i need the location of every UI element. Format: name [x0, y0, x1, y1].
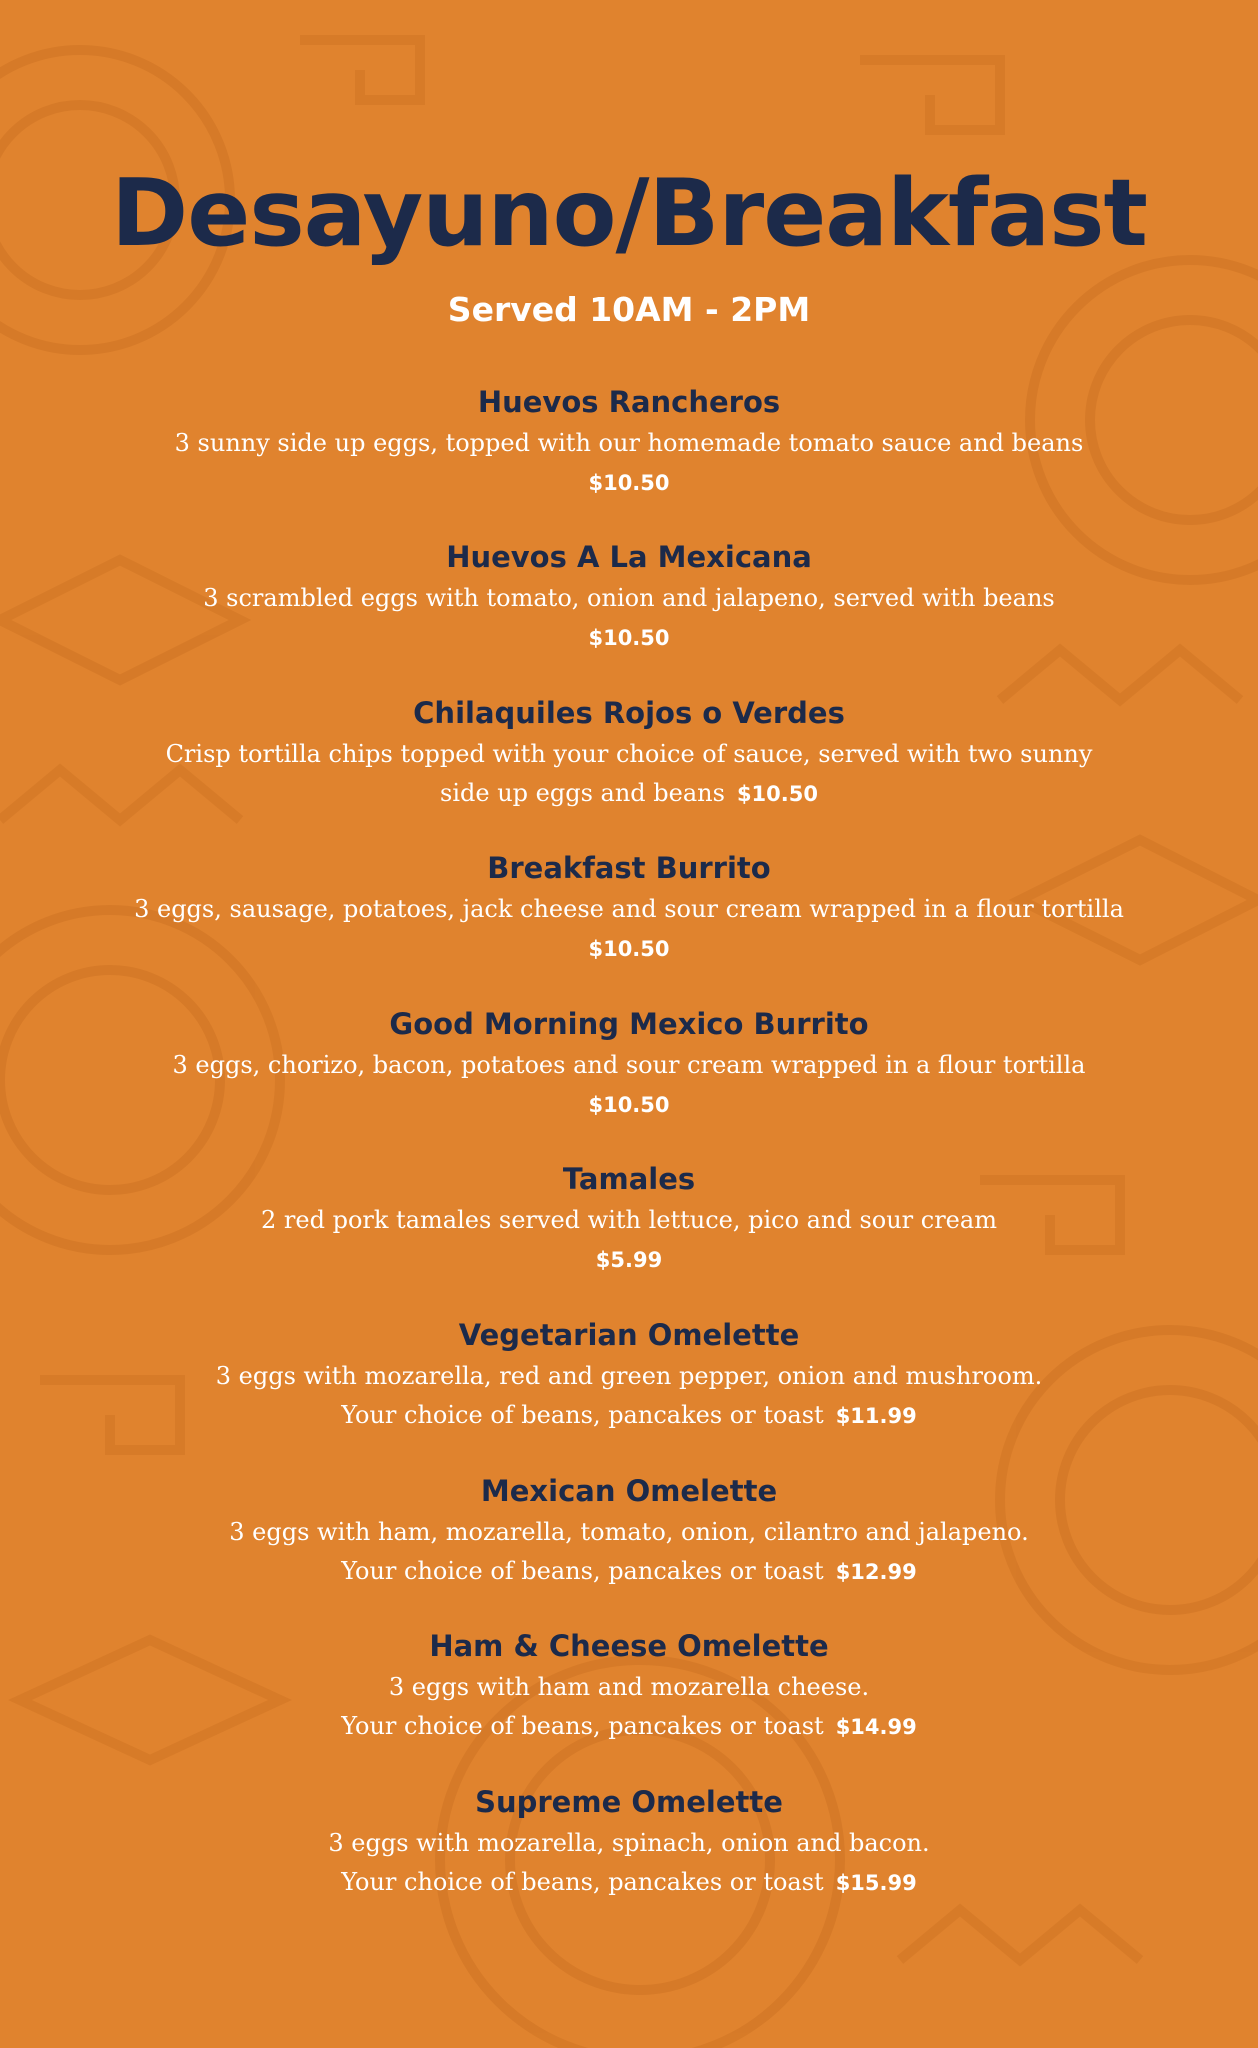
- description-line: Your choice of beans, pancakes or toast: [341, 1868, 824, 1896]
- menu-title: Desayuno/Breakfast: [111, 159, 1147, 267]
- item-description: [100, 1513, 1158, 1592]
- menu-item-mexican-omelette: [100, 1469, 1158, 1592]
- description-line: Your choice of beans, pancakes or toast: [341, 1401, 824, 1429]
- menu-item-huevos-a-la-mexicana: [100, 535, 1158, 657]
- menu-item-vegetarian-omelette: [100, 1313, 1158, 1436]
- menu-item-ham-cheese-omelette: [100, 1624, 1158, 1747]
- item-description: [100, 1201, 1158, 1279]
- item-name: Mexican Omelette: [480, 1474, 778, 1508]
- item-price: $10.50: [736, 782, 818, 806]
- menu-item-tamales: [100, 1157, 1158, 1279]
- item-name: Huevos Rancheros: [477, 385, 781, 419]
- item-name: Vegetarian Omelette: [458, 1318, 800, 1352]
- item-price: $10.50: [588, 626, 670, 650]
- item-name: Huevos A La Mexicana: [446, 540, 812, 574]
- item-description: [100, 890, 1158, 968]
- description-line: 3 eggs with ham and mozarella cheese.: [388, 1673, 870, 1701]
- description-line: 3 eggs with mozarella, red and green pepper, onion and mushroom.: [215, 1362, 1043, 1390]
- description-line: 2 red pork tamales served with lettuce, pico and sour cream: [261, 1206, 997, 1234]
- description-line: Your choice of beans, pancakes or toast: [341, 1712, 824, 1740]
- menu-item-good-morning-mexico-burrito: [100, 1002, 1158, 1124]
- item-description: [100, 1668, 1158, 1747]
- item-price: $15.99: [835, 1871, 917, 1895]
- description-line: 3 eggs with mozarella, spinach, onion and bacon.: [328, 1829, 930, 1857]
- item-description: [100, 1824, 1158, 1903]
- item-name: Breakfast Burrito: [487, 851, 771, 885]
- description-line: side up eggs and beans: [440, 779, 725, 807]
- item-price: $11.99: [835, 1404, 917, 1428]
- item-description: [100, 579, 1158, 657]
- item-price: $5.99: [595, 1248, 663, 1272]
- item-name: Chilaquiles Rojos o Verdes: [413, 696, 845, 730]
- item-name: Ham & Cheese Omelette: [429, 1629, 829, 1663]
- description-line: 3 eggs, chorizo, bacon, potatoes and sour cream wrapped in a flour tortilla: [172, 1051, 1086, 1079]
- serving-hours: Served 10AM - 2PM: [447, 290, 811, 329]
- item-price: $10.50: [588, 1093, 670, 1117]
- description-line: 3 sunny side up eggs, topped with our homemade tomato sauce and beans: [174, 429, 1084, 457]
- item-price: $14.99: [835, 1715, 917, 1739]
- description-line: 3 scrambled eggs with tomato, onion and jalapeno, served with beans: [203, 584, 1055, 612]
- item-description: [100, 1046, 1158, 1124]
- menu-item-supreme-omelette: [100, 1780, 1158, 1903]
- item-price: $12.99: [835, 1560, 917, 1584]
- item-name: Supreme Omelette: [475, 1785, 783, 1819]
- menu-item-chilaquiles: [100, 691, 1158, 814]
- item-name: Good Morning Mexico Burrito: [389, 1007, 869, 1041]
- menu-item-huevos-rancheros: [100, 380, 1158, 502]
- description-line: Crisp tortilla chips topped with your choice of sauce, served with two sunny: [165, 740, 1093, 768]
- item-description: [100, 735, 1158, 814]
- item-description: [100, 1357, 1158, 1436]
- description-line: Your choice of beans, pancakes or toast: [341, 1557, 824, 1585]
- description-line: 3 eggs with ham, mozarella, tomato, onion, cilantro and jalapeno.: [229, 1518, 1029, 1546]
- item-price: $10.50: [588, 937, 670, 961]
- item-price: $10.50: [588, 471, 670, 495]
- description-line: 3 eggs, sausage, potatoes, jack cheese and sour cream wrapped in a flour tortilla: [134, 895, 1124, 923]
- item-description: [100, 424, 1158, 502]
- menu-item-breakfast-burrito: [100, 846, 1158, 968]
- item-name: Tamales: [562, 1162, 696, 1196]
